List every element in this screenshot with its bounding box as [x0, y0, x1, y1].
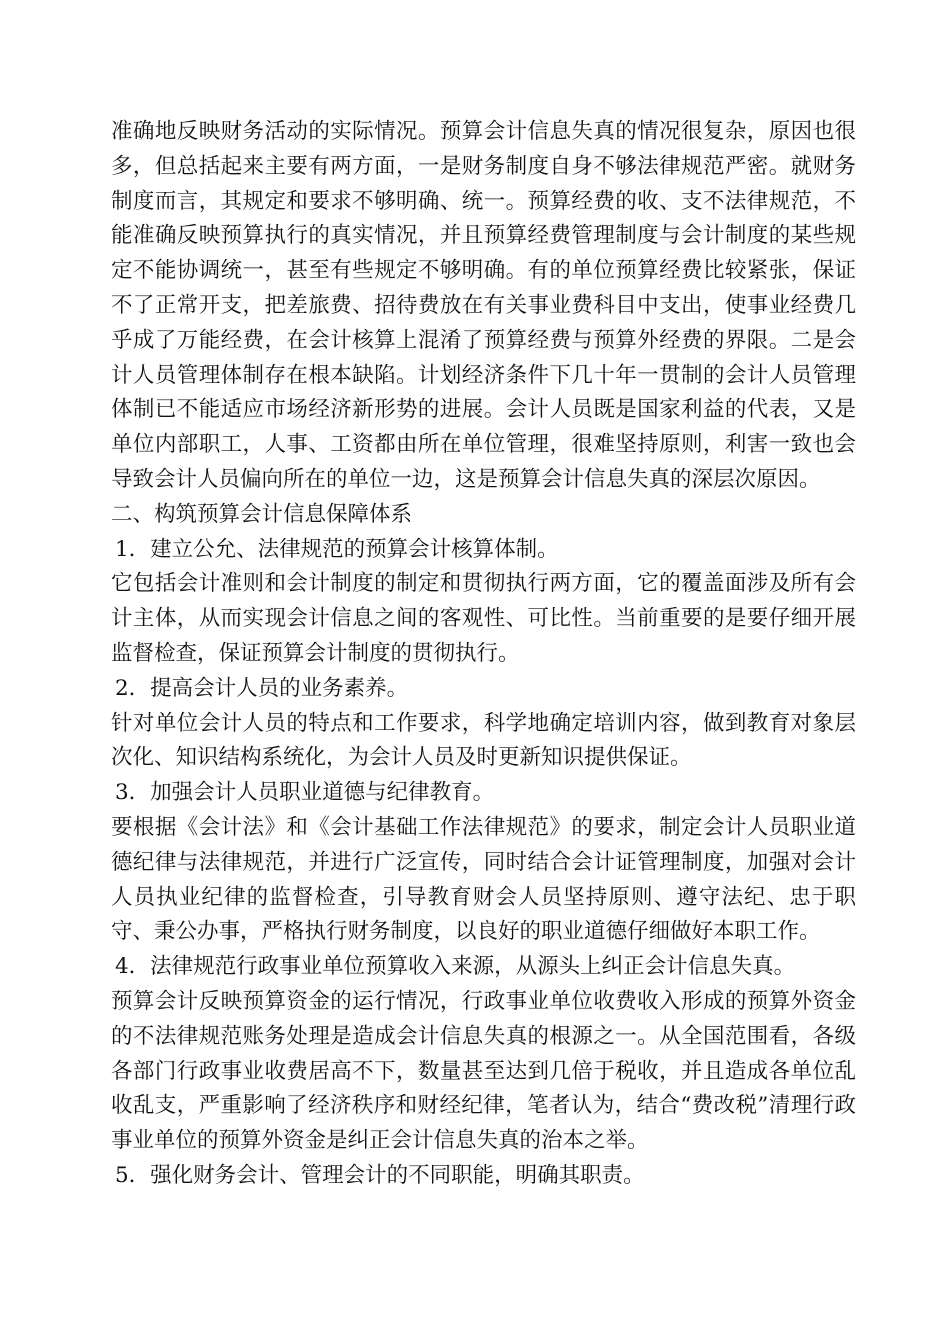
section-heading-2: 二、构筑预算会计信息保障体系: [111, 501, 413, 527]
document-page: [111, 115, 856, 1194]
item-heading-1: 1．建立公允、法律规范的预算会计核算体制。: [115, 536, 559, 562]
item-paragraph-2: 针对单位会计人员的特点和工作要求，科学地确定培训内容，做到教育对象层次化、知识结构系统化，为会计人员及时更新知识提供保证。: [111, 710, 856, 771]
item-heading-3: 3．加强会计人员职业道德与纪律教育。: [115, 780, 495, 806]
item-paragraph-3: 要根据《会计法》和《会计基础工作法律规范》的要求，制定会计人员职业道德纪律与法律规范，并进行广泛宣传，同时结合会计证管理制度，加强对会计人员执业纪律的监督检查，引导教育财会人员坚持原则、遵守法纪、忠于职守、秉公办事，严格执行财务制度，以良好的职业道德仔细做好本职工作。: [111, 814, 856, 945]
item-heading-2: 2．提高会计人员的业务素养。: [115, 675, 409, 701]
item-paragraph-1: 它包括会计准则和会计制度的制定和贯彻执行两方面，它的覆盖面涉及所有会计主体，从而实现会计信息之间的客观性、可比性。当前重要的是要仔细开展监督检查，保证预算会计制度的贯彻执行。: [111, 571, 856, 666]
item-paragraph-4: 预算会计反映预算资金的运行情况，行政事业单位收费收入形成的预算外资金的不法律规范账务处理是造成会计信息失真的根源之一。从全国范围看，各级各部门行政事业收费居高不下，数量甚至达到几倍于税收，并且造成各单位乱收乱支，严重影响了经济秩序和财经纪律，笔者认为，结合“费改税”清理行政事业单位的预算外资金是纠正会计信息失真的治本之举。: [111, 988, 856, 1154]
paragraph-causes: 准确地反映财务活动的实际情况。预算会计信息失真的情况很复杂，原因也很多，但总括起来主要有两方面，一是财务制度自身不够法律规范严密。就财务制度而言，其规定和要求不够明确、统一。预算经费的收、支不法律规范，不能准确反映预算执行的真实情况，并且预算经费管理制度与会计制度的某些规定不能协调统一，甚至有些规定不够明确。有的单位预算经费比较紧张，保证不了正常开支，把差旅费、招待费放在有关事业费科目中支出，使事业经费几乎成了万能经费，在会计核算上混淆了预算经费与预算外经费的界限。二是会计人员管理体制存在根本缺陷。计划经济条件下几十年一贯制的会计人员管理体制已不能适应市场经济新形势的进展。会计人员既是国家利益的代表，又是单位内部职工，人事、工资都由所在单位管理，很难坚持原则，利害一致也会导致会计人员偏向所在的单位一边，这是预算会计信息失真的深层次原因。: [111, 119, 856, 492]
item-heading-4: 4．法律规范行政事业单位预算收入来源，从源头上纠正会计信息失真。: [115, 954, 796, 980]
item-heading-5: 5．强化财务会计、管理会计的不同职能，明确其职责。: [115, 1162, 645, 1188]
